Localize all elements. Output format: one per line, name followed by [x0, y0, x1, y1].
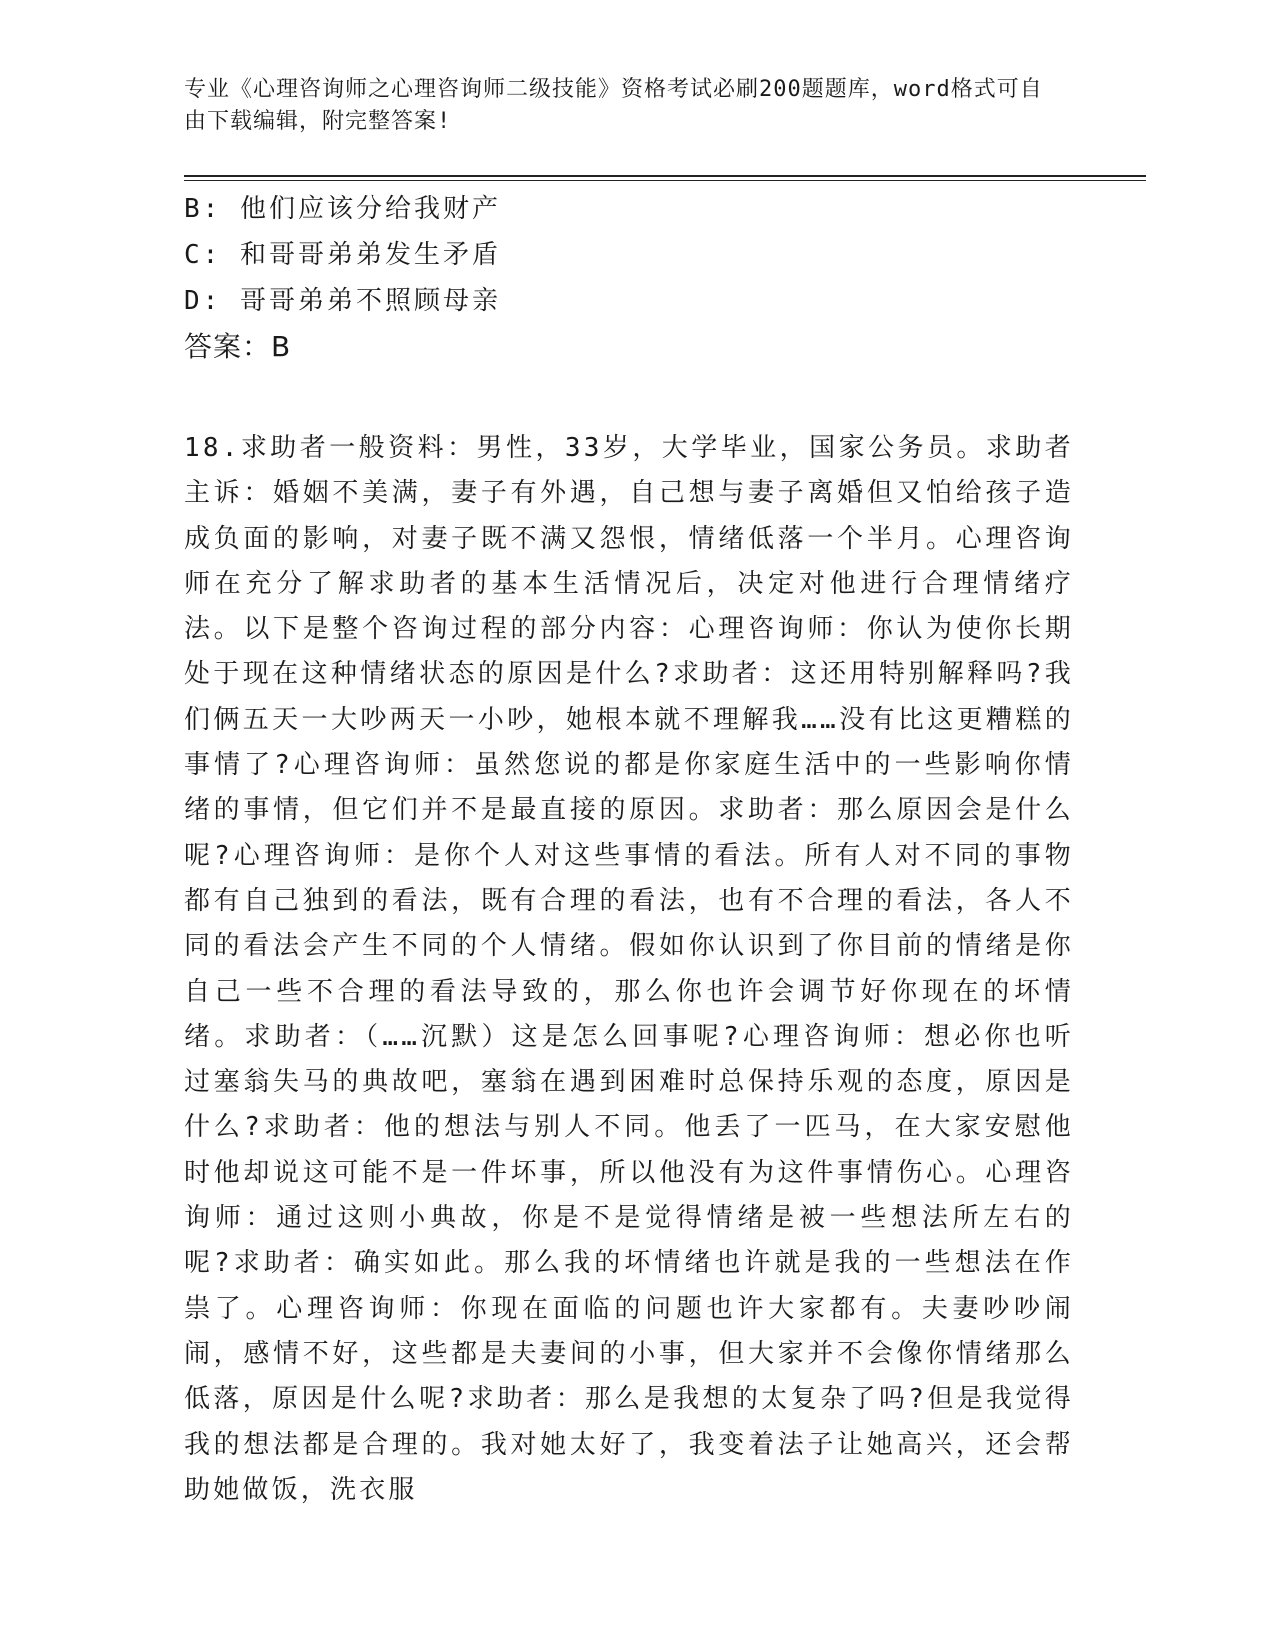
- answer-line: 答案：B: [184, 330, 292, 363]
- option-b: B: 他们应该分给我财产: [184, 194, 501, 224]
- header-divider: [184, 175, 1146, 177]
- question-18: 18.求助者一般资料：男性，33岁，大学毕业，国家公务员。求助者主诉：婚姻不美满，妻子有外遇，自己想与妻子离婚但又怕给孩子造成负面的影响，对妻子既不满又怨恨，情绪低落一个半月。心理咨询师在充分了解求助者的基本生活情况后，决定对他进行合理情绪疗法。以下是整个咨询过程的部分内容：心理咨询师：你认为使你长期处于现在这种情绪状态的原因是什么?求助者：这还用特别解释吗?我们俩五天一大吵两天一小吵，她根本就不理解我……没有比这更糟糕的事情了?心理咨询师：虽然您说的都是你家庭生活中的一些影响你情绪的事情，但它们并不是最直接的原因。求助者：那么原因会是什么呢?心理咨询师：是你个人对这些事情的看法。所有人对不同的事物都有自己独到的看法，既有合理的看法，也有不合理的看法，各人不同的看法会产生不同的个人情绪。假如你认识到了你目前的情绪是你自己一些不合理的看法导致的，那么你也许会调节好你现在的坏情绪。求助者：（……沉默）这是怎么回事呢?心理咨询师：想必你也听过塞翁失马的典故吧，塞翁在遇到困难时总保持乐观的态度，原因是什么?求助者：他的想法与别人不同。他丢了一匹马，在大家安慰他时他却说这可能不是一件坏事，所以他没有为这件事情伤心。心理咨询师：通过这则小典故，你是不是觉得情绪是被一些想法所左右的呢?求助者：确实如此。那么我的坏情绪也许就是我的一些想法在作祟了。心理咨询师：你现在面临的问题也许大家都有。夫妻吵吵闹闹，感情不好，这些都是夫妻间的小事，但大家并不会像你情绪那么低落，原因是什么呢?求助者：那么是我想的太复杂了吗?但是我觉得我的想法都是合理的。我对她太好了，我变着法子让她高兴，还会帮助她做饭，洗衣服: [184, 433, 1074, 1505]
- option-d: D: 哥哥弟弟不照顾母亲: [184, 286, 501, 316]
- document-body: [184, 186, 1074, 1513]
- option-c: C: 和哥哥弟弟发生矛盾: [184, 240, 501, 270]
- page-header: 专业《心理咨询师之心理咨询师二级技能》资格考试必刷200题题库，word格式可自由下载编辑，附完整答案!: [184, 77, 1043, 134]
